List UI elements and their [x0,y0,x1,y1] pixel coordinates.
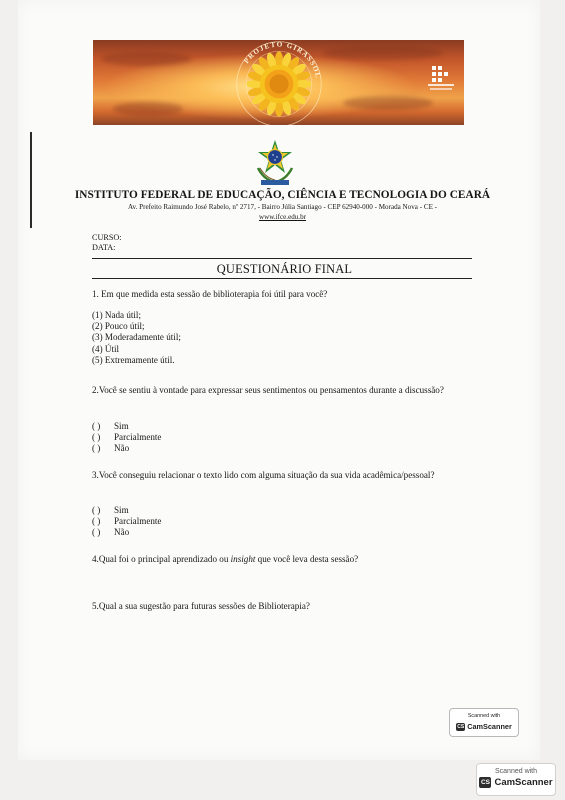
question-2-options [92,421,161,455]
question-4-text: 4.Qual foi o principal aprendizado ou [92,554,231,564]
checkbox[interactable]: ( ) [92,432,101,443]
q2-option-nao[interactable] [92,443,161,454]
question-1: 1. Em que medida esta sessão de biblioterapia foi útil para você? [92,289,328,299]
camscanner-brand: CamScanner [467,722,512,731]
institution-website-link[interactable]: www.ifce.edu.br [258,213,306,221]
sunflower-logo-icon [231,40,327,125]
option-label: Parcialmente [114,432,162,443]
scanned-with-label: Scanned with [494,768,538,775]
questionnaire-title: QUESTIONÁRIO FINAL [216,262,353,276]
question-5: 5.Qual a sua sugestão para futuras sessões de Biblioterapia? [92,601,310,611]
camscanner-watermark-inner [449,708,519,737]
question-3: 3.Você conseguiu relacionar o texto lido com alguma situação da sua vida acadêmica/pessoal? [92,470,435,480]
question-4 [92,553,468,566]
q3-option-sim[interactable] [92,505,161,516]
brazil-coat-of-arms-icon [252,138,298,188]
question-1-options [92,310,181,366]
q1-option-4[interactable]: (4) Útil [92,343,120,354]
data-field-label: DATA: [92,243,116,252]
question-4-italic-word: insight [230,554,256,564]
checkbox[interactable]: ( ) [92,505,101,515]
question-2: 2.Você se sentiu à vontade para expressar seus sentimentos ou pensamentos durante a discussão? [92,385,444,395]
camscanner-icon: CS [480,779,490,786]
camscanner-watermark-outer [476,763,556,796]
q1-option-5[interactable]: (5) Extremamente útil. [92,354,175,365]
option-label: Não [114,527,130,538]
institution-address: Av. Prefeito Raimundo José Rabelo, nº 2717, - Bairro Júlia Santiago - CEP 62940-000 - Morada Nova - CE - [127,203,438,211]
q1-option-2[interactable]: (2) Pouco útil; [92,321,145,332]
institute-logo-icon [432,66,450,94]
option-label: Sim [114,505,129,515]
camscanner-icon: CS [457,723,465,730]
q2-option-sim[interactable] [92,421,161,432]
checkbox[interactable]: ( ) [92,516,101,527]
curso-field-label: CURSO: [92,233,122,242]
camscanner-brand: CamScanner [494,777,553,788]
title-rule-bottom [92,278,472,279]
checkbox[interactable]: ( ) [92,421,101,431]
checkbox[interactable]: ( ) [92,443,101,454]
question-3-options [92,505,161,539]
option-label: Não [114,443,130,454]
title-rule-top [92,258,472,259]
institution-name: INSTITUTO FEDERAL DE EDUCAÇÃO, CIÊNCIA E TECNOLOGIA DO CEARÁ [74,189,491,201]
question-4-text-end: que você leva desta sessão? [255,554,359,564]
q1-option-3[interactable]: (3) Moderadamente útil; [92,332,181,343]
q3-option-nao[interactable] [92,527,161,538]
q3-option-parcialmente[interactable] [92,516,161,527]
checkbox[interactable]: ( ) [92,527,101,538]
option-label: Parcialmente [114,516,162,527]
q1-option-1[interactable]: (1) Nada útil; [92,310,141,320]
project-banner [93,40,464,125]
q2-option-parcialmente[interactable] [92,432,161,443]
scanned-with-label: Scanned with [467,713,501,719]
option-label: Sim [114,421,129,431]
project-ring-text: PROJETO GIRASSOL [242,40,323,80]
